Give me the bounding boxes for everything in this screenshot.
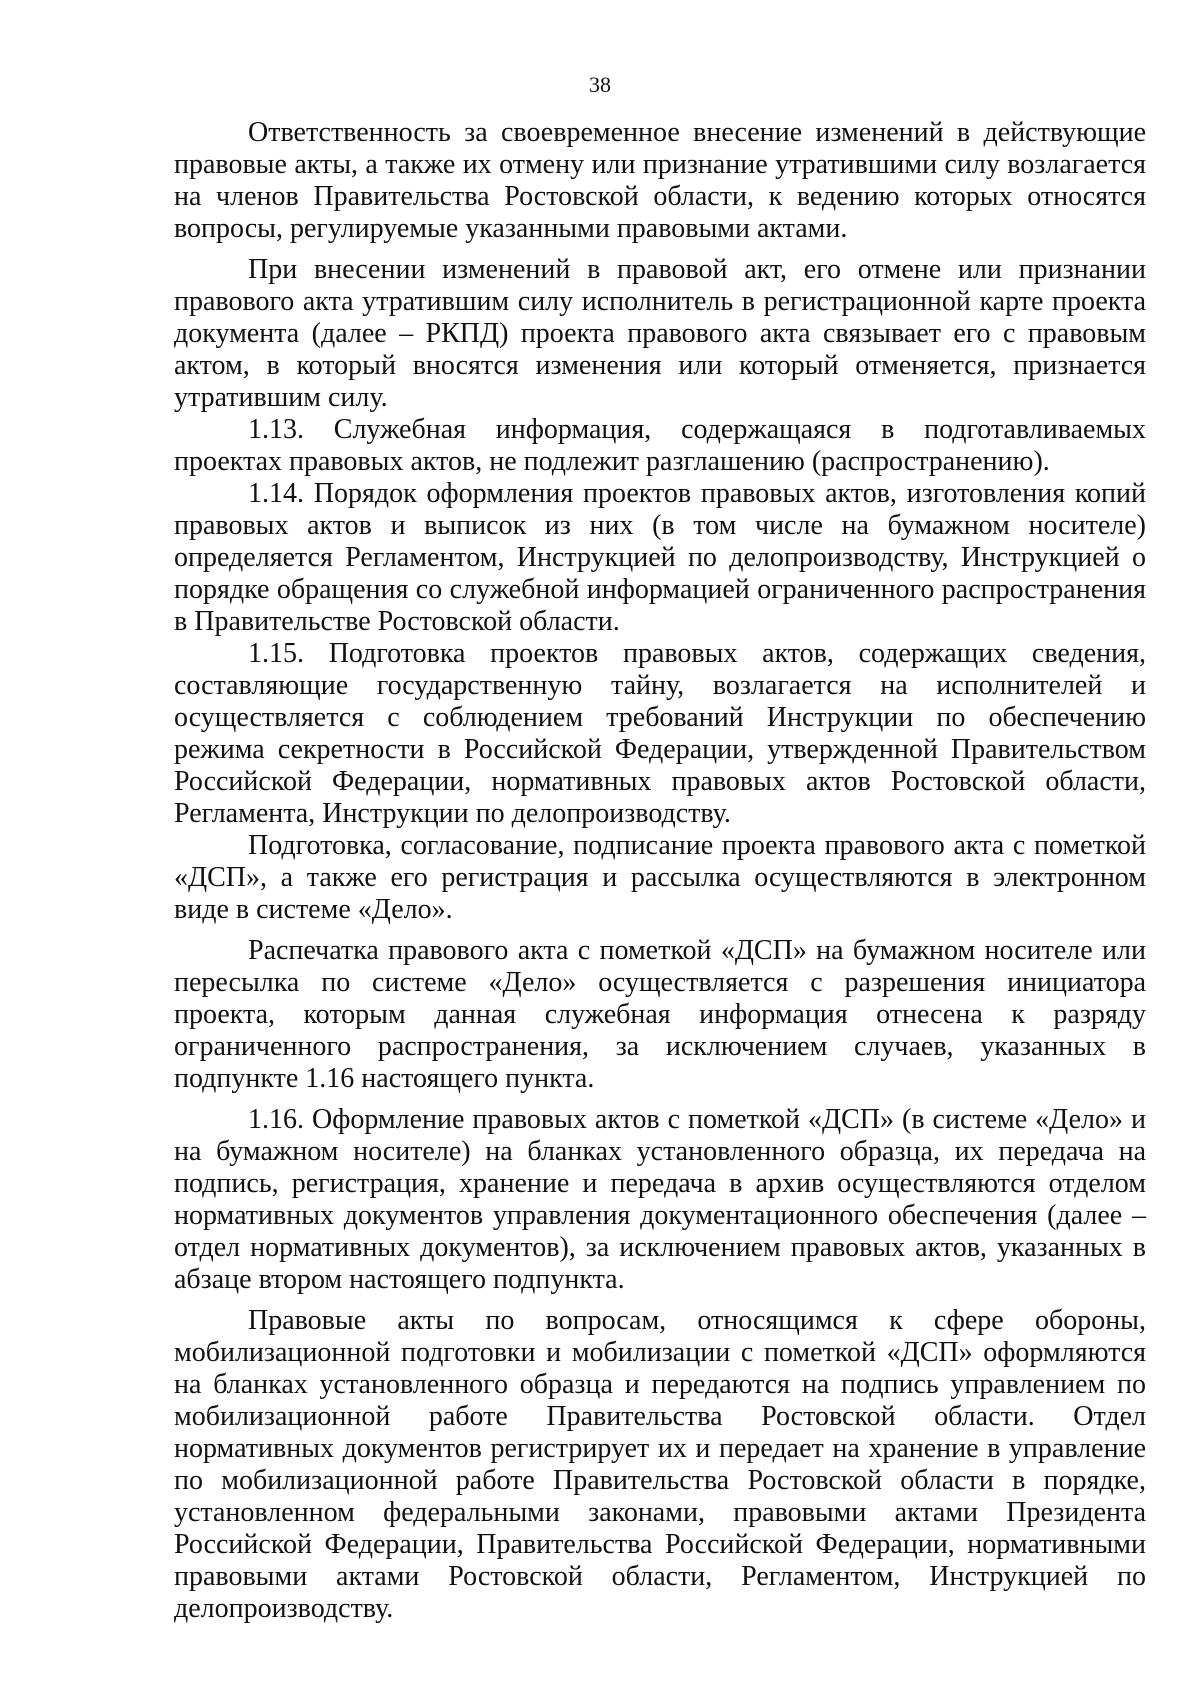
paragraph-dsp-preparation: Подготовка, согласование, подписание проекта правового акта с пометкой «ДСП», а также его регистрация и рассылка осуществляются в электронном виде в системе «Дело».: [174, 830, 1146, 925]
page-number: 38: [589, 72, 611, 97]
paragraph-defense-acts: Правовые акты по вопросам, относящимся к сфере обороны, мобилизационной подготовки и мобилизации с пометкой «ДСП» оформляются на бланках установленного образца и передаются на подпись управлением по мобилизационной работе Правительства Ростовской области. Отдел нормативных документов регистрирует их и передает на хранение в управление по мобилизационной работе Правительства Ростовской области в порядке, установленном федеральными законами, правовыми актами Президента Российской Федерации, Правительства Российской Федерации, нормативными правовыми актами Ростовской области, Регламентом, Инструкцией по делопроизводству.: [174, 1305, 1146, 1624]
document-body: [174, 117, 1146, 1625]
paragraph-dsp-printing: Распечатка правового акта с пометкой «ДСП» на бумажном носителе или пересылка по системе «Дело» осуществляется с разрешения инициатора проекта, которым данная служебная информация отнесена к разряду ограниченного распространения, за исключением случаев, указанных в подпункте 1.16 настоящего пункта.: [174, 935, 1146, 1094]
paragraph-amendments: При внесении изменений в правовой акт, его отмене или признании правового акта утратившим силу исполнитель в регистрационной карте проекта документа (далее – РКПД) проекта правового акта связывает его с правовым актом, в который вносятся изменения или который отменяется, признается утратившим силу.: [174, 254, 1146, 413]
paragraph-1-13: 1.13. Служебная информация, содержащаяся в подготавливаемых проектах правовых актов, не подлежит разглашению (распространению).: [174, 414, 1146, 477]
paragraph-1-14: 1.14. Порядок оформления проектов правовых актов, изготовления копий правовых актов и выписок из них (в том числе на бумажном носителе) определяется Регламентом, Инструкцией по делопроизводству, Инструкцией о порядке обращения со служебной информацией ограниченного распространения в Правительстве Ростовской области.: [174, 478, 1146, 637]
paragraph-1-15: 1.15. Подготовка проектов правовых актов, содержащих сведения, составляющие государственную тайну, возлагается на исполнителей и осуществляется с соблюдением требований Инструкции по обеспечению режима секретности в Российской Федерации, утвержденной Правительством Российской Федерации, нормативных правовых актов Ростовской области, Регламента, Инструкции по делопроизводству.: [174, 638, 1146, 829]
paragraph-responsibility: Ответственность за своевременное внесение изменений в действующие правовые акты, а также их отмену или признание утратившими силу возлагается на членов Правительства Ростовской области, к ведению которых относятся вопросы, регулируемые указанными правовыми актами.: [174, 117, 1146, 244]
paragraph-1-16: 1.16. Оформление правовых актов с пометкой «ДСП» (в системе «Дело» и на бумажном носителе) на бланках установленного образца, их передача на подпись, регистрация, хранение и передача в архив осуществляются отделом нормативных документов управления документационного обеспечения (далее – отдел нормативных документов), за исключением правовых актов, указанных в абзаце втором настоящего подпункта.: [174, 1104, 1146, 1295]
